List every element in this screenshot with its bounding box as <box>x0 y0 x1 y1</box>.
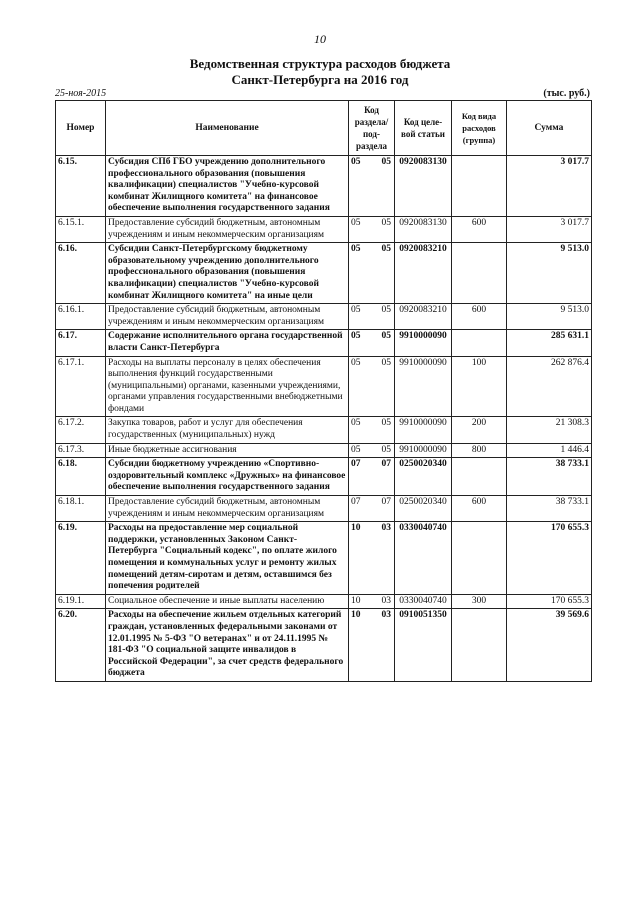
row-group-code <box>452 243 507 304</box>
row-subsection-code: 05 <box>374 443 395 458</box>
row-number: 6.15.1. <box>56 216 106 242</box>
header-section-code: Код раздела/ под- раздела <box>349 101 395 156</box>
table-row <box>56 443 592 458</box>
table-row <box>56 609 592 682</box>
row-name: Иные бюджетные ассигнования <box>106 443 349 458</box>
units-label: (тыс. руб.) <box>543 88 590 99</box>
row-target-code: 0920083210 <box>395 243 452 304</box>
title-line-1: Ведомственная структура расходов бюджета <box>189 56 451 71</box>
row-subsection-code: 03 <box>374 522 395 595</box>
row-subsection-code: 05 <box>374 216 395 242</box>
table-row <box>56 243 592 304</box>
row-name: Субсидии бюджетному учреждению «Спортивно-оздоровительный комплекс «Дружных» на финансовое обеспечение выполнения государственного задания <box>106 458 349 496</box>
title-line-2: Санкт-Петербурга на 2016 год <box>231 72 409 87</box>
row-number: 6.18.1. <box>56 496 106 522</box>
table-body <box>56 156 592 682</box>
row-section-code: 05 <box>349 443 374 458</box>
page-number: 10 <box>314 32 326 46</box>
row-number: 6.17. <box>56 330 106 356</box>
document-date: 25-ноя-2015 <box>55 88 107 99</box>
row-number: 6.17.1. <box>56 356 106 417</box>
row-section-code: 05 <box>349 356 374 417</box>
row-section-code: 10 <box>349 609 374 682</box>
row-subsection-code: 03 <box>374 594 395 609</box>
row-section-code: 05 <box>349 216 374 242</box>
row-number: 6.19. <box>56 522 106 595</box>
row-target-code: 0920083130 <box>395 216 452 242</box>
row-sum: 170 655.3 <box>507 522 592 595</box>
row-target-code: 0920083130 <box>395 156 452 217</box>
row-section-code: 10 <box>349 594 374 609</box>
row-sum: 262 876.4 <box>507 356 592 417</box>
row-subsection-code: 07 <box>374 458 395 496</box>
header-group-code: Код вида расходов (группа) <box>452 101 507 156</box>
row-sum: 38 733.1 <box>507 496 592 522</box>
row-subsection-code: 05 <box>374 417 395 443</box>
row-group-code <box>452 522 507 595</box>
row-group-code: 300 <box>452 594 507 609</box>
row-section-code: 07 <box>349 496 374 522</box>
row-name: Субсидия СПб ГБО учреждению дополнительного профессионального образования (повышения квалификации) специалистов "Учебно-курсовой комбинат Жилищного комитета" на финансовое обеспечение выполнения государственного задания <box>106 156 349 217</box>
row-sum: 1 446.4 <box>507 443 592 458</box>
row-subsection-code: 05 <box>374 356 395 417</box>
row-section-code: 05 <box>349 417 374 443</box>
row-number: 6.17.2. <box>56 417 106 443</box>
row-name: Социальное обеспечение и иные выплаты населению <box>106 594 349 609</box>
row-name: Расходы на выплаты персоналу в целях обеспечения выполнения функций государственными (муниципальными) органами, казенными учреждениями, органами управления государственными внебюджетными фондами <box>106 356 349 417</box>
row-subsection-code: 05 <box>374 330 395 356</box>
row-section-code: 05 <box>349 330 374 356</box>
table-row <box>56 458 592 496</box>
row-sum: 170 655.3 <box>507 594 592 609</box>
row-subsection-code: 03 <box>374 609 395 682</box>
table-row <box>56 356 592 417</box>
row-number: 6.15. <box>56 156 106 217</box>
row-group-code <box>452 156 507 217</box>
row-number: 6.16.1. <box>56 304 106 330</box>
row-sum: 3 017.7 <box>507 156 592 217</box>
row-sum: 285 631.1 <box>507 330 592 356</box>
row-subsection-code: 05 <box>374 243 395 304</box>
row-sum: 21 308.3 <box>507 417 592 443</box>
table-row <box>56 496 592 522</box>
row-number: 6.16. <box>56 243 106 304</box>
row-subsection-code: 07 <box>374 496 395 522</box>
row-name: Расходы на обеспечение жильем отдельных категорий граждан, установленных федеральными законами от 12.01.1995 № 5-ФЗ "О ветеранах" и от 24.11.1995 № 181-ФЗ "О социальной защите инвалидов в Российской Федерации", за счет средств федерального бюджета <box>106 609 349 682</box>
table-row <box>56 156 592 217</box>
row-sum: 39 569.6 <box>507 609 592 682</box>
table-header-row <box>56 101 592 156</box>
document-title <box>0 56 640 88</box>
row-section-code: 05 <box>349 243 374 304</box>
row-target-code: 0250020340 <box>395 496 452 522</box>
row-section-code: 05 <box>349 156 374 217</box>
table-row <box>56 522 592 595</box>
row-target-code: 0330040740 <box>395 594 452 609</box>
row-sum: 38 733.1 <box>507 458 592 496</box>
row-number: 6.17.3. <box>56 443 106 458</box>
row-number: 6.18. <box>56 458 106 496</box>
table-row <box>56 304 592 330</box>
row-sum: 9 513.0 <box>507 304 592 330</box>
row-number: 6.19.1. <box>56 594 106 609</box>
row-target-code: 9910000090 <box>395 356 452 417</box>
row-subsection-code: 05 <box>374 304 395 330</box>
header-name: Наименование <box>106 101 349 156</box>
table-row <box>56 216 592 242</box>
row-group-code <box>452 330 507 356</box>
row-sum: 3 017.7 <box>507 216 592 242</box>
header-target-code: Код целе- вой статьи <box>395 101 452 156</box>
row-subsection-code: 05 <box>374 156 395 217</box>
row-group-code: 100 <box>452 356 507 417</box>
row-group-code: 600 <box>452 496 507 522</box>
row-sum: 9 513.0 <box>507 243 592 304</box>
row-target-code: 9910000090 <box>395 443 452 458</box>
row-name: Предоставление субсидий бюджетным, автономным учреждениям и иным некоммерческим организациям <box>106 216 349 242</box>
row-section-code: 07 <box>349 458 374 496</box>
header-number: Номер <box>56 101 106 156</box>
row-group-code: 600 <box>452 216 507 242</box>
row-target-code: 0920083210 <box>395 304 452 330</box>
row-target-code: 9910000090 <box>395 417 452 443</box>
table-row <box>56 330 592 356</box>
header-sum: Сумма <box>507 101 592 156</box>
row-name: Расходы на предоставление мер социальной поддержки, установленных Законом Санкт-Петербурга "Социальный кодекс", по оплате жилого помещения и коммунальных услуг и ремонту жилых помещений детям-сиротам и детям, оставшимся без попечения родителей <box>106 522 349 595</box>
row-target-code: 0250020340 <box>395 458 452 496</box>
row-group-code: 200 <box>452 417 507 443</box>
row-group-code <box>452 458 507 496</box>
row-section-code: 10 <box>349 522 374 595</box>
table-row <box>56 594 592 609</box>
row-target-code: 9910000090 <box>395 330 452 356</box>
row-number: 6.20. <box>56 609 106 682</box>
table-row <box>56 417 592 443</box>
row-name: Закупка товаров, работ и услуг для обеспечения государственных (муниципальных) нужд <box>106 417 349 443</box>
row-group-code: 600 <box>452 304 507 330</box>
budget-table <box>55 100 592 682</box>
row-group-code: 800 <box>452 443 507 458</box>
row-target-code: 0910051350 <box>395 609 452 682</box>
row-name: Предоставление субсидий бюджетным, автономным учреждениям и иным некоммерческим организациям <box>106 304 349 330</box>
row-name: Содержание исполнительного органа государственной власти Санкт-Петербурга <box>106 330 349 356</box>
row-section-code: 05 <box>349 304 374 330</box>
row-group-code <box>452 609 507 682</box>
row-name: Субсидии Санкт-Петербургскому бюджетному образовательному учреждению дополнительного профессионального образования (повышения квалификации) специалистов "Учебно-курсовой комбинат Жилищного комитета" на иные цели <box>106 243 349 304</box>
row-target-code: 0330040740 <box>395 522 452 595</box>
row-name: Предоставление субсидий бюджетным, автономным учреждениям и иным некоммерческим организациям <box>106 496 349 522</box>
